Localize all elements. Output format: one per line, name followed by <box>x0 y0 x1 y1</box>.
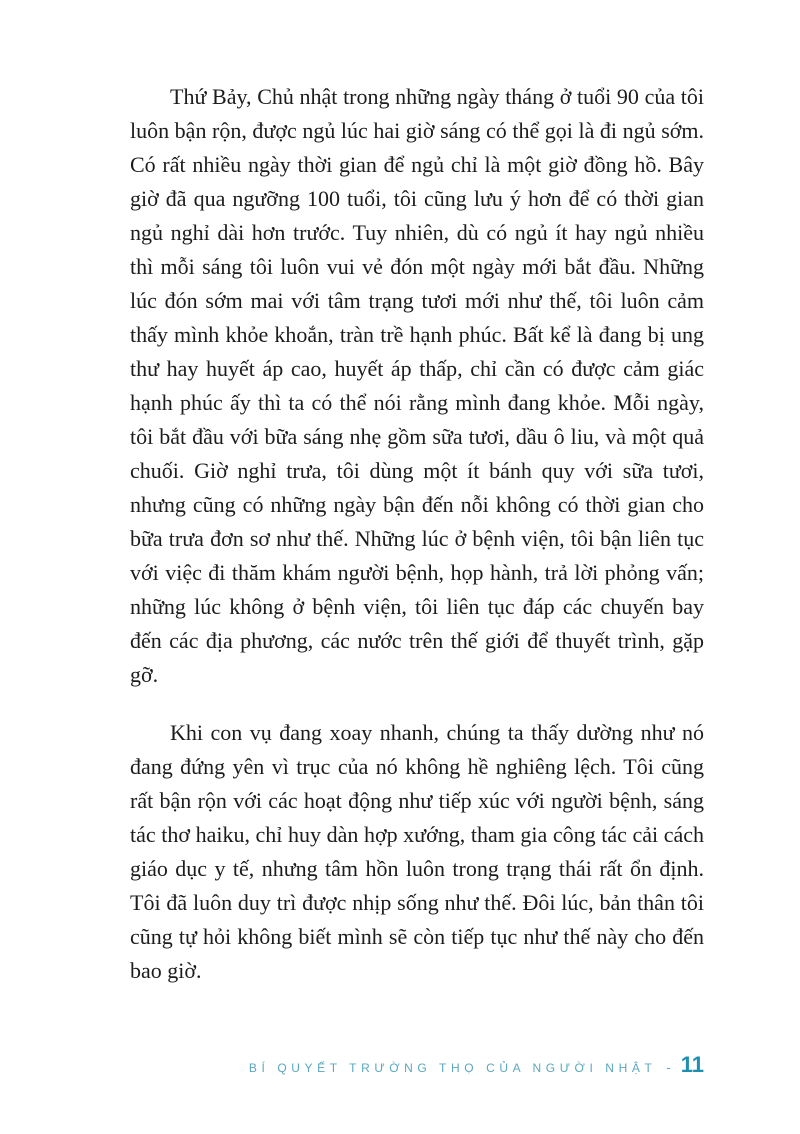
page-footer <box>249 1052 704 1078</box>
page-number: 11 <box>680 1052 704 1077</box>
footer-separator: - <box>666 1060 671 1075</box>
running-title: BÍ QUYẾT TRƯỜNG THỌ CỦA NGƯỜI NHẬT <box>248 1061 657 1075</box>
body-text <box>130 80 704 988</box>
paragraph-1: Thứ Bảy, Chủ nhật trong những ngày tháng ở tuổi 90 của tôi luôn bận rộn, được ngủ lúc hai giờ sáng có thể gọi là đi ngủ sớm. Có rất nhiều ngày thời gian để ngủ chỉ là một giờ đồng hồ. Bây giờ đã qua ngưỡng 100 tuổi, tôi cũng lưu ý hơn để có thời gian ngủ nghỉ dài hơn trước. Tuy nhiên, dù có ngủ ít hay ngủ nhiều thì mỗi sáng tôi luôn vui vẻ đón một ngày mới bắt đầu. Những lúc đón sớm mai với tâm trạng tươi mới như thế, tôi luôn cảm thấy mình khỏe khoắn, tràn trề hạnh phúc. Bất kể là đang bị ung thư hay huyết áp cao, huyết áp thấp, chỉ cần có được cảm giác hạnh phúc ấy thì ta có thể nói rằng mình đang khỏe. Mỗi ngày, tôi bắt đầu với bữa sáng nhẹ gồm sữa tươi, dầu ô liu, và một quả chuối. Giờ nghỉ trưa, tôi dùng một ít bánh quy với sữa tươi, nhưng cũng có những ngày bận đến nỗi không có thời gian cho bữa trưa đơn sơ như thế. Những lúc ở bệnh viện, tôi bận liên tục với việc đi thăm khám người bệnh, họp hành, trả lời phỏng vấn; những lúc không ở bệnh viện, tôi liên tục đáp các chuyến bay đến các địa phương, các nước trên thế giới để thuyết trình, gặp gỡ. <box>130 84 704 687</box>
paragraph-2: Khi con vụ đang xoay nhanh, chúng ta thấy dường như nó đang đứng yên vì trục của nó không hề nghiêng lệch. Tôi cũng rất bận rộn với các hoạt động như tiếp xúc với người bệnh, sáng tác thơ haiku, chỉ huy dàn hợp xướng, tham gia công tác cải cách giáo dục y tế, nhưng tâm hồn luôn trong trạng thái rất ổn định. Tôi đã luôn duy trì được nhịp sống như thế. Đôi lúc, bản thân tôi cũng tự hỏi không biết mình sẽ còn tiếp tục như thế này cho đến bao giờ. <box>130 720 704 983</box>
